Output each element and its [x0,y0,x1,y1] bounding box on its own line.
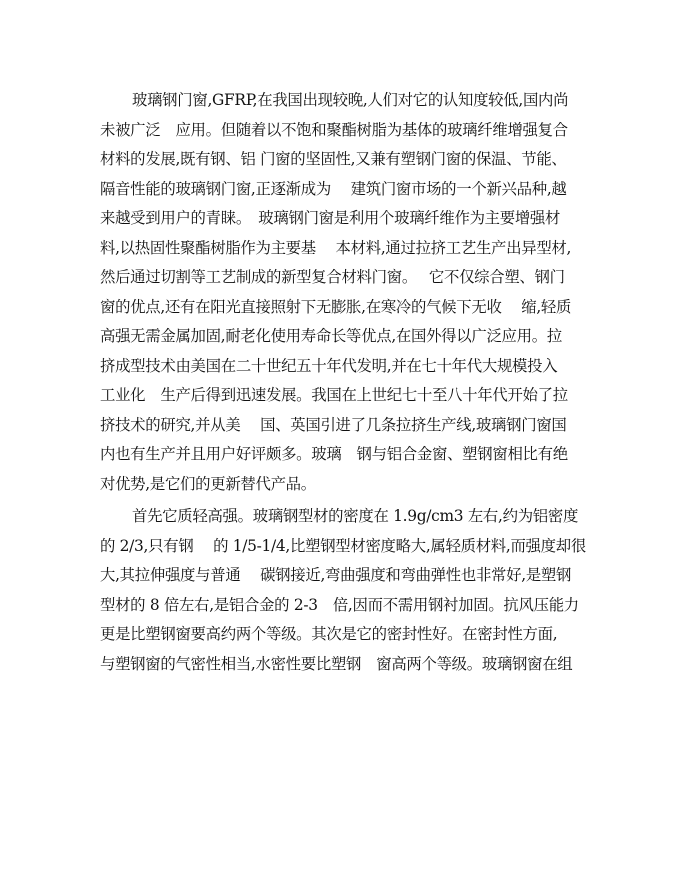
text-line: 大,其拉伸强度与普通 碳钢接近,弯曲强度和弯曲弹性也非常好,是塑钢 [100,566,572,584]
text-line: 内也有生产并且用户好评颇多。玻璃 钢与铝合金窗、塑钢窗相比有绝 [100,445,568,463]
text-line: 挤成型技术由美国在二十世纪五十年代发明,并在七十年代大规模投入 [100,356,558,375]
text-line: 高强无需金属加固,耐老化使用寿命长等优点,在国外得以广泛应用。拉 [100,327,562,345]
text-line: 工业化 生产后得到迅速发展。我国在上世纪七十至八十年代开始了拉 [100,386,568,404]
text-line: 然后通过切割等工艺制成的新型复合材料门窗。 它不仅综合塑、钢门 [100,268,565,286]
text-line: 挤技术的研究,并从美 国、英国引进了几条拉挤生产线,玻璃钢门窗国 [100,415,567,434]
text-line: 更是比塑钢窗要高约两个等级。其次是它的密封性好。在密封性方面, [100,625,558,643]
text-line: 玻璃钢门窗,GFRP,在我国出现较晚,人们对它的认知度较低,国内尚 [132,91,569,109]
text-line: 型材的 8 倍左右,是铝合金的 2-3 倍,因而不需用钢衬加固。抗风压能力 [100,595,579,614]
text-line: 对优势,是它们的更新替代产品。 [100,474,316,493]
text-line: 来越受到用户的青睐。 玻璃钢门窗是利用个玻璃纤维作为主要增强材 [100,209,561,227]
paragraph-2 [100,502,586,679]
text-line: 首先它质轻高强。玻璃钢型材的密度在 1.9g/cm3 左右,约为铝密度 [132,507,579,525]
text-line: 的 2/3,只有钢 的 1/5-1/4,比塑钢型材密度略大,属轻质材料,而强度却很 [100,536,586,555]
paragraph-1 [100,86,580,499]
text-line: 未被广泛 应用。但随着以不饱和聚酯树脂为基体的玻璃纤维增强复合 [100,120,568,139]
text-line: 窗的优点,还有在阳光直接照射下无膨胀,在寒冷的气候下无收 缩,轻质 [100,297,572,316]
text-line: 与塑钢窗的气密性相当,水密性要比塑钢 窗高两个等级。玻璃钢窗在组 [100,654,573,673]
text-line: 料,以热固性聚酯树脂作为主要基 本材料,通过拉挤工艺生产出异型材, [100,238,572,257]
text-line: 材料的发展,既有钢、铝 门窗的坚固性,又兼有塑钢门窗的保温、节能、 [100,150,567,168]
text-line: 隔音性能的玻璃钢门窗,正逐渐成为 建筑门窗市场的一个新兴品种,越 [100,179,567,198]
document-body [100,86,586,679]
